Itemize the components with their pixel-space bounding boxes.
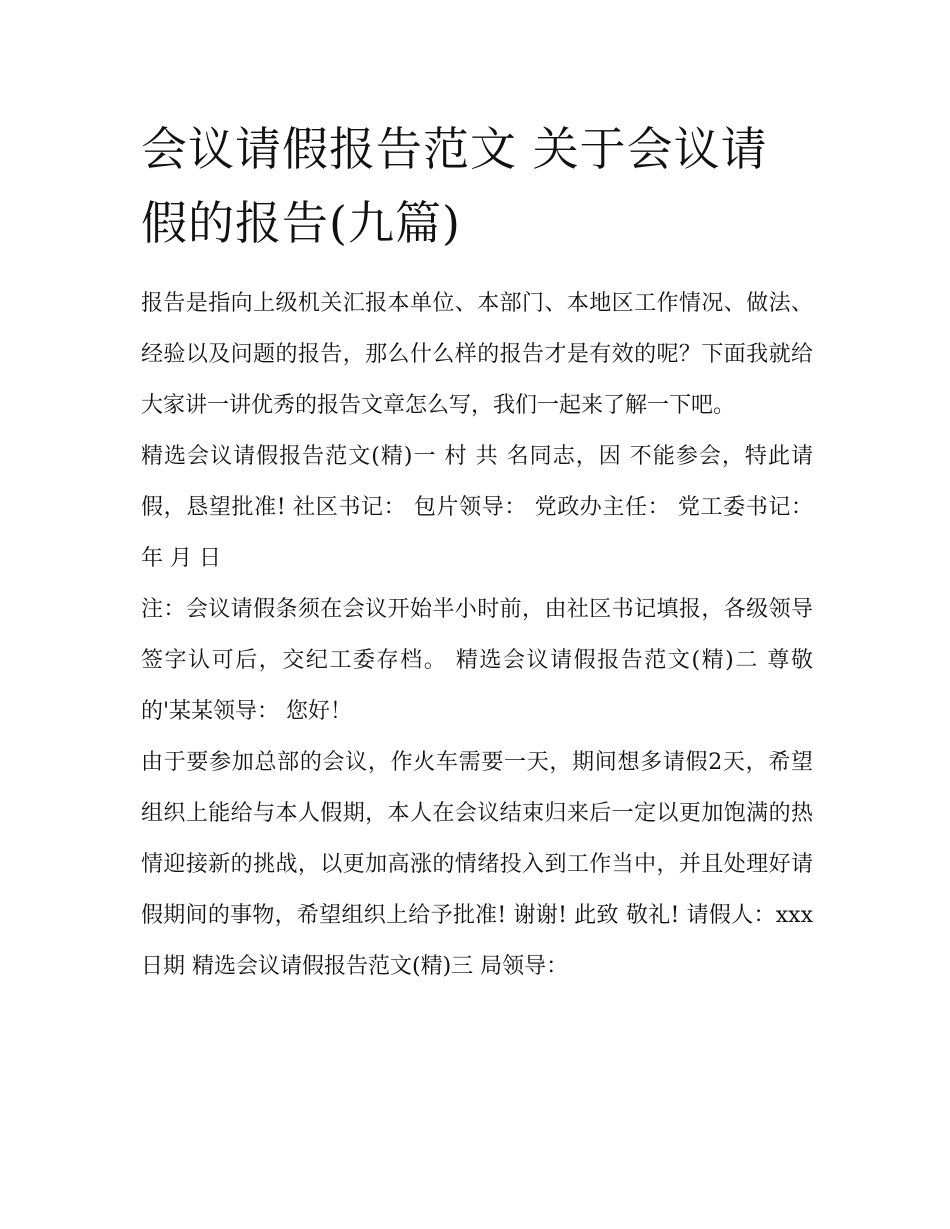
paragraph-note: 注：会议请假条须在会议开始半小时前，由社区书记填报，各级领导签字认可后，交纪工委存档。 精选会议请假报告范文(精)二 尊敬的'某某领导： 您好！ xyxy=(141,597,813,724)
document-title: 会议请假报告范文 关于会议请假的报告(九篇) xyxy=(141,122,768,250)
paragraph-sample-two-body: 由于要参加总部的会议，作火车需要一天，期间想多请假2天，希望组织上能给与本人假期，本人在会议结束归来后一定以更加饱满的热情迎接新的挑战，以更加高涨的情绪投入到工作当中，并且处理好请假期间的事物，希望组织上给予批准! 谢谢! 此致 敬礼! 请假人：xxx 日期 精选会议请假报告范文(精)三 局领导： xyxy=(141,750,813,979)
paragraph-sample-one: 精选会议请假报告范文(精)一 村 共 名同志，因 不能参会，特此请假，恳望批准! 社区书记： 包片领导： 党政办主任： 党工委书记： 年 月 日 xyxy=(141,444,813,571)
paragraph-intro: 报告是指向上级机关汇报本单位、本部门、本地区工作情况、做法、经验以及问题的报告，那么什么样的报告才是有效的呢？下面我就给大家讲一讲优秀的报告文章怎么写，我们一起来了解一下吧。 xyxy=(141,291,813,418)
document-page xyxy=(141,112,813,992)
